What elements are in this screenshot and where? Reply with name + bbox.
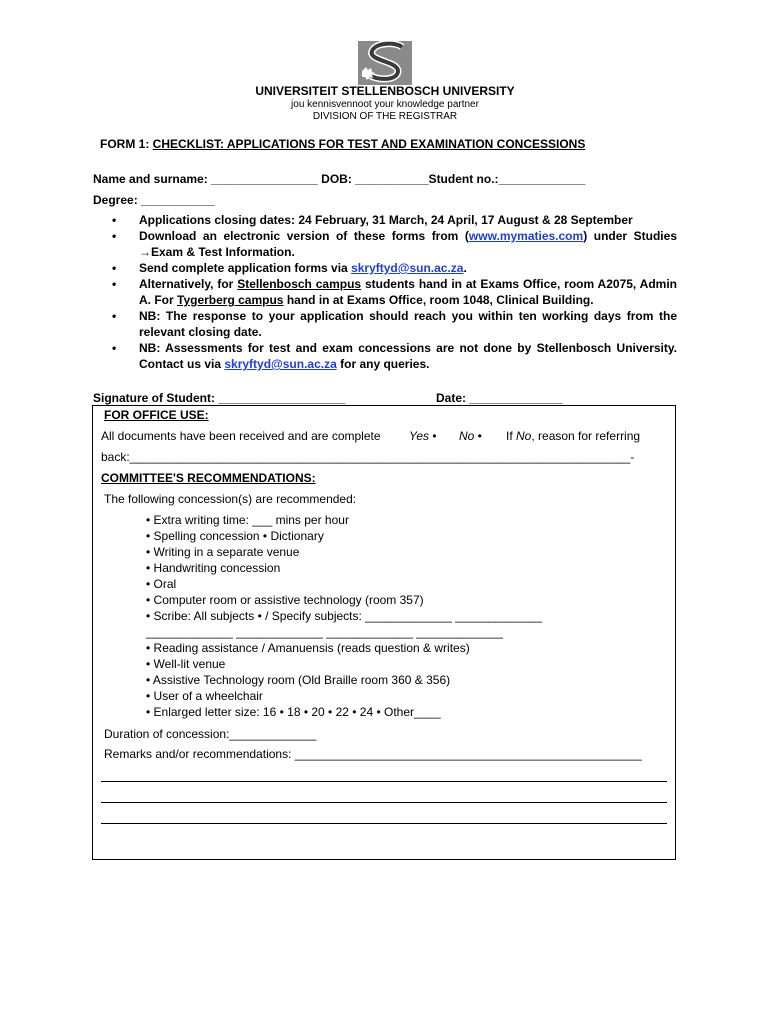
bullet-icon: • [112,309,117,323]
no-option[interactable]: No • [459,429,482,443]
list-item: • Applications closing dates: 24 February, 31 March, 24 April, 17 August & 28 September [112,213,633,227]
concession-oral[interactable]: • Oral [146,577,177,591]
concession-scribe-subjects[interactable]: _____________ _____________ _____________ _____________ [146,625,504,639]
concession-separate-venue[interactable]: • Writing in a separate venue [146,545,300,559]
list-item: • Send complete application forms via skryftyd@sun.ac.za. [112,261,467,275]
list-item: • NB: Assessments for test and exam concessions are not done by Stellenbosch University. Contact us via skryftyd@sun.ac.za for any queries. [112,341,677,371]
form-title [100,137,585,151]
degree-field[interactable]: Degree: ___________ [93,193,215,207]
concession-reading-assistance[interactable]: • Reading assistance / Amanuensis (reads question & writes) [146,641,470,655]
tagline: jou kennisvennoot your knowledge partner [291,99,479,110]
email-link[interactable]: skryftyd@sun.ac.za [224,357,337,371]
form-prefix: FORM 1: [100,137,153,151]
bullet-icon: • [112,213,117,227]
bullet-icon: • [112,341,117,355]
university-name: UNIVERSITEIT STELLENBOSCH UNIVERSITY [255,84,515,98]
concession-scribe[interactable]: • Scribe: All subjects • / Specify subjects: _____________ _____________ [146,609,543,623]
list-item: • Alternatively, for Stellenbosch campus students hand in at Exams Office, room A2075, Admin A. For Tygerberg campus hand in at Exams Office, room 1048, Clinical Building. [112,277,677,307]
list-item: • NB: The response to your application should reach you within ten working days from the relevant closing date. [112,309,677,339]
concession-spelling[interactable]: • Spelling concession • Dictionary [146,529,324,543]
university-logo-icon [358,41,412,85]
documents-complete-label: All documents have been received and are complete [101,429,381,443]
yes-option[interactable]: Yes • [409,429,437,443]
bullet-icon: • [112,261,117,275]
bullet-icon: • [112,277,117,291]
concession-assistive-tech[interactable]: • Assistive Technology room (Old Braille room 360 & 356) [146,673,451,687]
instructions-list [112,212,677,372]
committee-heading: COMMITTEE'S RECOMMENDATIONS: [101,471,316,485]
mymaties-link[interactable]: www.mymaties.com [468,229,584,243]
remarks-field[interactable]: Remarks and/or recommendations: ____________________________________________________ [104,747,642,761]
concession-computer-room[interactable]: • Computer room or assistive technology (room 357) [146,593,424,607]
remarks-line[interactable] [101,802,667,803]
name-dob-student-field[interactable]: Name and surname: ________________ DOB: ___________Student no.:_____________ [93,172,586,186]
concession-list [146,512,542,720]
following-label: The following concession(s) are recommended: [104,492,357,506]
concession-enlarged-letters[interactable]: • Enlarged letter size: 16 • 18 • 20 • 22 • 24 • Other____ [146,705,441,719]
concession-well-lit[interactable]: • Well-lit venue [146,657,226,671]
remarks-line[interactable] [101,781,667,782]
division: DIVISION OF THE REGISTRAR [312,111,458,122]
email-link[interactable]: skryftyd@sun.ac.za [351,261,464,275]
concession-wheelchair[interactable]: • User of a wheelchair [146,689,263,703]
form-title-text: CHECKLIST: APPLICATIONS FOR TEST AND EXAMINATION CONCESSIONS [152,137,586,151]
concession-extra-time[interactable]: • Extra writing time: ___ mins per hour [146,513,349,527]
referring-reason-label: If No, reason for referring [506,429,641,443]
bullet-icon: • [112,229,117,243]
student-signature-field[interactable]: Signature of Student: ___________________ [93,391,346,405]
back-field[interactable]: back:___________________________________________________________________________- [101,450,635,464]
remarks-line[interactable] [101,823,667,824]
office-use-heading: FOR OFFICE USE: [104,408,209,422]
list-item: • Download an electronic version of these forms from (www.mymaties.com) under Studies →Exam & Test Information. [112,229,677,259]
duration-field[interactable]: Duration of concession:_____________ [104,727,317,741]
concession-handwriting[interactable]: • Handwriting concession [146,561,281,575]
signature-date-field[interactable]: Date: ______________ [436,391,563,405]
